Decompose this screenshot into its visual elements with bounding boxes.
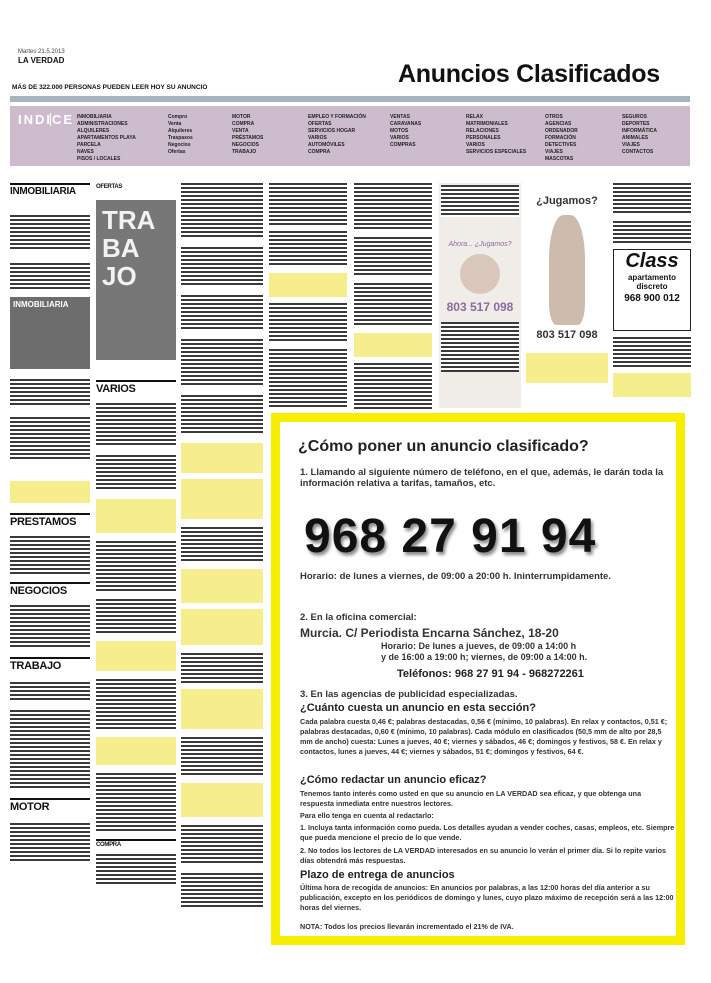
vat-note: NOTA: Todos los precios llevarán incrementado el 21% de IVA.: [300, 922, 514, 931]
index-item: INMOBILIARIA: [77, 114, 112, 120]
index-column: [77, 114, 147, 163]
index-item: VENTA: [232, 128, 249, 134]
column-2: [96, 183, 176, 933]
listing-text: [10, 417, 90, 459]
index-item: COMPRA: [232, 121, 255, 127]
index-item: OTROS: [545, 114, 563, 120]
page-title: Anuncios Clasificados: [398, 60, 660, 88]
tip-2: 2. No todos los lectores de LA VERDAD interesados en su anuncio lo verán el primer día. Si lo repite varios días obtendrá más respuestas.: [300, 846, 666, 865]
index-item: SEGUROS: [622, 114, 648, 120]
section-ofertas: OFERTAS: [96, 184, 123, 190]
index-label: INDICE: [18, 112, 75, 127]
listing-text: [354, 363, 432, 409]
index-item: PARCELA: [77, 142, 101, 148]
listing-text: [181, 873, 263, 907]
index-item: Ofertas: [168, 149, 186, 155]
howto-title: ¿Cómo poner un anuncio clasificado?: [298, 438, 589, 455]
listing-text: [181, 737, 263, 777]
index-item: APARTAMENTOS PLAYA: [77, 135, 136, 141]
index-column: [466, 114, 536, 156]
listing-text: [10, 605, 90, 649]
index-item: INFORMÁTICA: [622, 128, 657, 134]
highlighted-ad: [96, 737, 176, 765]
index-item: NAVES: [77, 149, 94, 155]
listing-text: [181, 825, 263, 865]
listing-text: [181, 183, 263, 239]
howto-step-3: 3. En las agencias de publicidad especializadas.: [300, 689, 518, 700]
listing-text: [354, 283, 432, 327]
listing-text: [10, 263, 90, 291]
highlighted-ad: [526, 353, 608, 383]
index-column: [308, 114, 378, 156]
index-item: VIAJES: [545, 149, 563, 155]
howto-office-hours: [381, 641, 681, 663]
promo-label: ¿Jugamos?: [536, 195, 598, 207]
index-item: RELACIONES: [466, 128, 499, 134]
highlighted-ad: [613, 373, 691, 397]
index-column: [390, 114, 460, 149]
relax-ad-left: [439, 183, 521, 408]
howto-step-2: 2. En la oficina comercial:: [300, 612, 417, 623]
listing-text: [181, 527, 263, 563]
highlighted-ad: [181, 689, 263, 729]
section-compra: COMPRA: [96, 839, 176, 848]
listing-text: [354, 183, 432, 231]
section-varios: VARIOS: [96, 380, 176, 395]
listing-text: [613, 183, 691, 215]
index-item: VARIOS: [308, 135, 327, 141]
highlighted-ad: [181, 783, 263, 817]
column-3: [181, 183, 263, 933]
model-silhouette: [549, 215, 585, 325]
index-column: [622, 114, 692, 156]
index-item: Venta: [168, 121, 182, 127]
index-item: PRÉSTAMOS: [232, 135, 264, 141]
class-ad-phone: 968 900 012: [624, 293, 680, 304]
tip-1: 1. Incluya tanta información como pueda. Los detalles ayudan a vender coches, casas, empleos, etc. Siempre que pueda mencione el precio de lo que vende.: [300, 823, 675, 842]
trabajo-poster-label: TRA BA JO: [102, 205, 155, 291]
listing-text: [10, 682, 90, 702]
index-item: PISOS / LOCALES: [77, 156, 121, 162]
promo-label: Ahora... ¿Jugamos?: [448, 241, 512, 248]
index-item: COMPRAS: [390, 142, 416, 148]
howto-office-address: Murcia. C/ Periodista Encarna Sánchez, 18-20: [300, 626, 559, 640]
column-4: [269, 183, 347, 408]
listing-text: [613, 221, 691, 245]
listing-text: [441, 185, 519, 217]
index-item: ADMINISTRACIONES: [77, 121, 128, 127]
model-silhouette: [460, 254, 500, 294]
index-item: ANIMALES: [622, 135, 649, 141]
section-motor: MOTOR: [10, 798, 90, 813]
deadline-text: Última hora de recogida de anuncios: En anuncios por palabras, a las 12:00 horas del día anterior a su publicación, excepto en los periódicos de domingo y lunes, cuyo plazo máximo de recepción será a las 12:00 horas del viernes.: [300, 883, 674, 912]
index-item: AUTOMÓVILES: [308, 142, 345, 148]
listing-text: [354, 237, 432, 277]
write-text: Tenemos tanto interés como usted en que su anuncio en LA VERDAD sea eficaz, y que obtenga una respuesta inmediata entre nuestros lectores.: [300, 789, 642, 808]
index-item: RELAX: [466, 114, 483, 120]
listing-text: [96, 679, 176, 729]
listing-text: [613, 337, 691, 367]
index-item: VIAJES: [622, 142, 640, 148]
cost-title: ¿Cuánto cuesta un anuncio en esta sección?: [300, 702, 536, 714]
index-item: VARIOS: [390, 135, 409, 141]
newspaper-name: LA VERDAD: [18, 56, 65, 65]
listing-text: [10, 536, 90, 574]
class-ad-sub: apartamento discreto: [627, 273, 676, 291]
listing-text: [10, 379, 90, 407]
index-item: Negocios: [168, 142, 191, 148]
header-tagline: MÁS DE 322.000 PERSONAS PUEDEN LEER HOY SU ANUNCIO: [12, 84, 208, 91]
index-item: DEPORTES: [622, 121, 650, 127]
office-hours-line-1: Horario: De lunes a jueves, de 09:00 a 14:00 h: [381, 641, 577, 651]
highlighted-ad: [181, 443, 263, 473]
index-column: [168, 114, 238, 156]
listing-text: [269, 349, 347, 409]
listing-text: [10, 710, 90, 790]
index-item: CONTACTOS: [622, 149, 654, 155]
promo-phone: 803 517 098: [446, 300, 514, 314]
section-prestamos: PRESTAMOS: [10, 513, 90, 528]
listing-text: [96, 403, 176, 447]
column-1: [10, 183, 90, 933]
index-item: VARIOS: [466, 142, 485, 148]
index-item: MOTOS: [390, 128, 409, 134]
column-5: [354, 183, 432, 408]
tips-intro: Para ello tenga en cuenta al redactarlo:: [300, 811, 434, 820]
index-item: MASCOTAS: [545, 156, 574, 162]
index-item: Alquileres: [168, 128, 193, 134]
highlighted-ad: [181, 479, 263, 519]
relax-ad-right: [526, 183, 608, 408]
listing-text: [441, 322, 519, 372]
listing-text: [96, 599, 176, 633]
index-item: ORDENADOR: [545, 128, 578, 134]
highlighted-ad: [10, 481, 90, 503]
listing-text: [181, 395, 263, 435]
index-column: [545, 114, 615, 163]
listing-text: [96, 455, 176, 491]
section-negocios: NEGOCIOS: [10, 582, 90, 597]
howto-step-1: 1. Llamando al siguiente número de teléfono, en el que, además, le darán toda la información relativa a tarifas, tamaños, etc.: [300, 467, 664, 489]
listing-text: [269, 303, 347, 343]
listing-text: [181, 295, 263, 331]
howto-phone-number: 968 27 91 94: [304, 510, 597, 563]
class-ad-name: Class: [625, 250, 679, 272]
office-hours-line-2: y de 16:00 a 19:00 h; viernes, de 09:00 a 14:00 h.: [381, 652, 588, 662]
index-item: NEGOCIOS: [232, 142, 259, 148]
howto-office-phones: Teléfonos: 968 27 91 94 - 968272261: [397, 668, 584, 680]
listing-text: [96, 773, 176, 833]
illustration-label: INMOBILIARIA: [13, 300, 69, 309]
index-item: EMPLEO Y FORMACIÓN: [308, 114, 366, 120]
promo-phone: 803 517 098: [536, 329, 598, 341]
listing-text: [269, 183, 347, 225]
listing-text: [96, 541, 176, 591]
cost-text: Cada palabra cuesta 0,46 €; palabras destacadas, 0,56 € (mínimo, 10 palabras). En relax y contactos, 0,51 €; palabras destacadas, 0,60 € (mínimo, 10 palabras). Cada módulo en clasificados (50,5 mm de alto por 28,5 mm de ancho) cuesta: Lunes a jueves, 40 €; viernes y sábados, 46 €; domingos y festivos, 58 €. En relax y contactos, lunes a jueves, 44 €; viernes y sábados, 51 €; domingos y festivos, 64 €.: [300, 717, 668, 756]
index-item: PERSONALES: [466, 135, 501, 141]
listing-text: [181, 339, 263, 387]
listing-text: [269, 231, 347, 267]
index-item: OFERTAS: [308, 121, 332, 127]
index-item: DETECTIVES: [545, 142, 577, 148]
listing-text: [10, 823, 90, 863]
highlighted-ad: [181, 569, 263, 603]
listing-text: [181, 653, 263, 683]
index-item: VENTAS: [390, 114, 410, 120]
index-item: MATRIMONIALES: [466, 121, 508, 127]
section-inmobiliaria: INMOBILIARIA: [10, 183, 90, 197]
index-item: SERVICIOS ESPECIALES: [466, 149, 527, 155]
highlighted-ad: [354, 333, 432, 357]
index-item: Traspasos: [168, 135, 193, 141]
highlighted-ad: [269, 273, 347, 297]
index-item: TRABAJO: [232, 149, 257, 155]
class-ad: [613, 249, 691, 331]
listing-text: [181, 247, 263, 287]
highlighted-ad: [96, 641, 176, 671]
listing-text: [10, 215, 90, 249]
inmobiliaria-illustration: [10, 297, 90, 369]
index-item: Compro: [168, 114, 188, 120]
index-item: SERVICIOS HOGAR: [308, 128, 356, 134]
index-item: AGENCIAS: [545, 121, 572, 127]
highlighted-ad: [96, 499, 176, 533]
issue-date: Martes 21.5.2013: [18, 49, 65, 55]
index-item: FORMACIÓN: [545, 135, 576, 141]
highlighted-ad: [181, 609, 263, 645]
trabajo-poster: [96, 200, 176, 360]
index-item: ALQUILERES: [77, 128, 110, 134]
column-8: [613, 183, 691, 408]
section-trabajo: TRABAJO: [10, 657, 90, 672]
index-item: CARAVANAS: [390, 121, 422, 127]
deadline-title: Plazo de entrega de anuncios: [300, 869, 455, 881]
header-rule: [10, 96, 690, 102]
listing-text: [96, 854, 176, 884]
index-column: [232, 114, 302, 156]
write-title: ¿Cómo redactar un anuncio eficaz?: [300, 774, 487, 786]
index-item: COMPRA: [308, 149, 331, 155]
howto-hours: Horario: de lunes a viernes, de 09:00 a 20:00 h. Ininterrumpidamente.: [300, 571, 611, 582]
index-item: MOTOR: [232, 114, 251, 120]
